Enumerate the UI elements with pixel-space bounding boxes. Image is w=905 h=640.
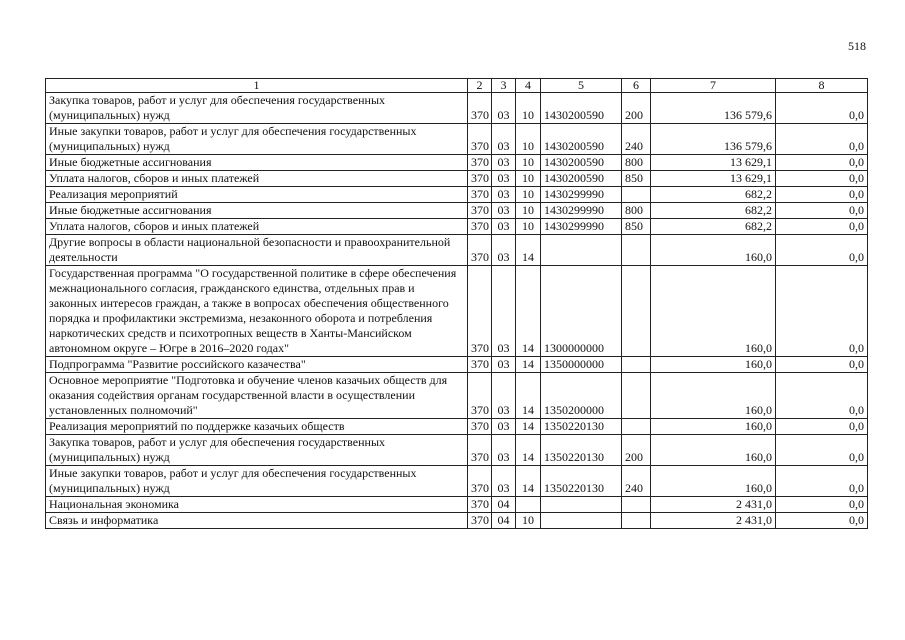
expense-type-cell: 800 [622,155,651,171]
target-article-cell: 1350000000 [541,357,622,373]
item-name-cell: Подпрограмма "Развитие российского казачества" [46,357,468,373]
amount-secondary-cell: 0,0 [776,435,868,466]
section-cell: 03 [492,419,516,435]
section-cell: 04 [492,513,516,529]
item-name-cell: Государственная программа "О государственной политике в сфере обеспечения межнационального согласия, гражданского единства, отдельных прав и законных интересов граждан, а также в вопросах обеспечения общественного порядка и профилактики экстремизма, незаконного оборота и потребления наркотических средств и психотропных веществ в Ханты-Мансийском автономном округе – Югре в 2016–2020 годах" [46,266,468,357]
amount-cell: 160,0 [651,357,776,373]
column-header: 7 [651,79,776,93]
subsection-cell: 10 [516,124,541,155]
target-article-cell [541,235,622,266]
amount-cell: 682,2 [651,187,776,203]
amount-cell: 136 579,6 [651,93,776,124]
item-name-cell: Иные бюджетные ассигнования [46,203,468,219]
amount-secondary-cell: 0,0 [776,466,868,497]
section-cell: 04 [492,497,516,513]
target-article-cell: 1350220130 [541,466,622,497]
admin-code-cell: 370 [468,357,492,373]
admin-code-cell: 370 [468,124,492,155]
amount-secondary-cell: 0,0 [776,235,868,266]
target-article-cell: 1430299990 [541,219,622,235]
table-row [46,219,868,235]
admin-code-cell: 370 [468,497,492,513]
table-row [46,466,868,497]
target-article-cell: 1430200590 [541,155,622,171]
amount-cell: 2 431,0 [651,497,776,513]
item-name-cell: Уплата налогов, сборов и иных платежей [46,171,468,187]
amount-secondary-cell: 0,0 [776,357,868,373]
admin-code-cell: 370 [468,466,492,497]
section-cell: 03 [492,155,516,171]
admin-code-cell: 370 [468,93,492,124]
expense-type-cell: 240 [622,466,651,497]
table-row [46,155,868,171]
amount-secondary-cell: 0,0 [776,513,868,529]
item-name-cell: Иные закупки товаров, работ и услуг для обеспечения государственных (муниципальных) нужд [46,466,468,497]
column-header: 5 [541,79,622,93]
table-row [46,235,868,266]
admin-code-cell: 370 [468,513,492,529]
amount-cell: 682,2 [651,219,776,235]
column-header: 6 [622,79,651,93]
column-header: 2 [468,79,492,93]
column-header: 3 [492,79,516,93]
column-header: 4 [516,79,541,93]
amount-cell: 13 629,1 [651,171,776,187]
subsection-cell: 10 [516,203,541,219]
expense-type-cell [622,187,651,203]
admin-code-cell: 370 [468,235,492,266]
subsection-cell: 14 [516,435,541,466]
item-name-cell: Уплата налогов, сборов и иных платежей [46,219,468,235]
expense-type-cell [622,513,651,529]
section-cell: 03 [492,171,516,187]
section-cell: 03 [492,187,516,203]
item-name-cell: Реализация мероприятий по поддержке казачьих обществ [46,419,468,435]
table-row [46,373,868,419]
section-cell: 03 [492,435,516,466]
table-header-row [46,79,868,93]
amount-secondary-cell: 0,0 [776,497,868,513]
item-name-cell: Другие вопросы в области национальной безопасности и правоохранительной деятельности [46,235,468,266]
table-row [46,93,868,124]
subsection-cell: 10 [516,93,541,124]
expense-type-cell [622,497,651,513]
subsection-cell: 10 [516,219,541,235]
section-cell: 03 [492,266,516,357]
expense-type-cell [622,357,651,373]
amount-secondary-cell: 0,0 [776,187,868,203]
expense-type-cell: 200 [622,435,651,466]
expense-type-cell [622,419,651,435]
target-article-cell: 1350220130 [541,435,622,466]
admin-code-cell: 370 [468,171,492,187]
amount-secondary-cell: 0,0 [776,171,868,187]
subsection-cell: 10 [516,155,541,171]
expense-type-cell: 240 [622,124,651,155]
amount-cell: 160,0 [651,419,776,435]
expense-type-cell [622,266,651,357]
subsection-cell: 14 [516,419,541,435]
amount-cell: 160,0 [651,466,776,497]
admin-code-cell: 370 [468,203,492,219]
amount-secondary-cell: 0,0 [776,124,868,155]
subsection-cell [516,497,541,513]
target-article-cell: 1300000000 [541,266,622,357]
target-article-cell: 1430299990 [541,187,622,203]
amount-secondary-cell: 0,0 [776,373,868,419]
admin-code-cell: 370 [468,266,492,357]
amount-cell: 160,0 [651,266,776,357]
subsection-cell: 14 [516,235,541,266]
section-cell: 03 [492,124,516,155]
table-row [46,124,868,155]
section-cell: 03 [492,235,516,266]
item-name-cell: Закупка товаров, работ и услуг для обеспечения государственных (муниципальных) нужд [46,93,468,124]
expense-type-cell: 200 [622,93,651,124]
target-article-cell [541,513,622,529]
section-cell: 03 [492,219,516,235]
amount-cell: 160,0 [651,435,776,466]
target-article-cell: 1350220130 [541,419,622,435]
section-cell: 03 [492,93,516,124]
subsection-cell: 14 [516,466,541,497]
amount-cell: 13 629,1 [651,155,776,171]
subsection-cell: 10 [516,513,541,529]
expense-type-cell: 800 [622,203,651,219]
amount-secondary-cell: 0,0 [776,419,868,435]
amount-secondary-cell: 0,0 [776,203,868,219]
admin-code-cell: 370 [468,219,492,235]
column-header: 1 [46,79,468,93]
admin-code-cell: 370 [468,155,492,171]
amount-secondary-cell: 0,0 [776,155,868,171]
item-name-cell: Закупка товаров, работ и услуг для обеспечения государственных (муниципальных) нужд [46,435,468,466]
amount-cell: 2 431,0 [651,513,776,529]
admin-code-cell: 370 [468,373,492,419]
page-number: 518 [848,39,866,53]
subsection-cell: 14 [516,373,541,419]
target-article-cell: 1430200590 [541,93,622,124]
subsection-cell: 14 [516,357,541,373]
amount-secondary-cell: 0,0 [776,219,868,235]
target-article-cell: 1350200000 [541,373,622,419]
amount-secondary-cell: 0,0 [776,93,868,124]
expense-type-cell [622,235,651,266]
target-article-cell: 1430299990 [541,203,622,219]
subsection-cell: 14 [516,266,541,357]
amount-cell: 682,2 [651,203,776,219]
admin-code-cell: 370 [468,435,492,466]
subsection-cell: 10 [516,171,541,187]
amount-secondary-cell: 0,0 [776,266,868,357]
column-header: 8 [776,79,868,93]
expense-type-cell: 850 [622,219,651,235]
table-row [46,513,868,529]
admin-code-cell: 370 [468,187,492,203]
target-article-cell [541,497,622,513]
table-row [46,187,868,203]
table-row [46,203,868,219]
admin-code-cell: 370 [468,419,492,435]
section-cell: 03 [492,373,516,419]
item-name-cell: Реализация мероприятий [46,187,468,203]
budget-table [45,78,868,529]
item-name-cell: Связь и информатика [46,513,468,529]
table-row [46,419,868,435]
item-name-cell: Иные закупки товаров, работ и услуг для обеспечения государственных (муниципальных) нужд [46,124,468,155]
section-cell: 03 [492,357,516,373]
amount-cell: 160,0 [651,373,776,419]
target-article-cell: 1430200590 [541,124,622,155]
item-name-cell: Основное мероприятие "Подготовка и обучение членов казачьих обществ для оказания содействия органам государственной власти в осуществлении установленных полномочий" [46,373,468,419]
table-row [46,497,868,513]
item-name-cell: Иные бюджетные ассигнования [46,155,468,171]
table-row [46,357,868,373]
expense-type-cell: 850 [622,171,651,187]
subsection-cell: 10 [516,187,541,203]
table-row [46,171,868,187]
table-row [46,435,868,466]
table-row [46,266,868,357]
target-article-cell: 1430200590 [541,171,622,187]
section-cell: 03 [492,203,516,219]
item-name-cell: Национальная экономика [46,497,468,513]
expense-type-cell [622,373,651,419]
amount-cell: 136 579,6 [651,124,776,155]
amount-cell: 160,0 [651,235,776,266]
section-cell: 03 [492,466,516,497]
